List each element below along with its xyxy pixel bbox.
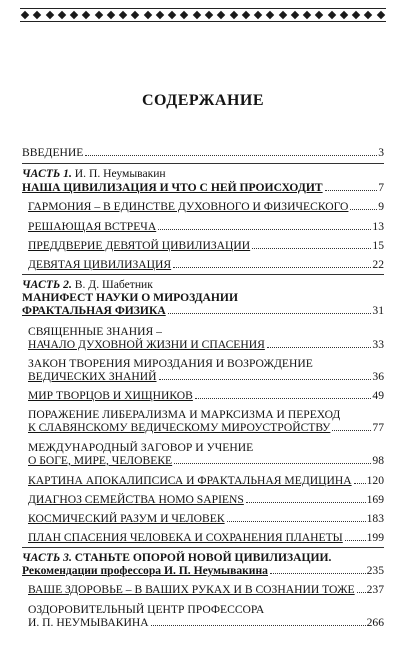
leader-dots [227,521,366,522]
leader-dots [195,398,372,399]
toc-entry[interactable] [28,220,384,233]
toc-page-number: 98 [372,454,384,467]
toc-page-number: 199 [366,531,384,544]
toc-page-number: 120 [366,474,384,487]
toc-page-number: 235 [366,564,384,577]
toc-entry-label: ПРЕДДВЕРИЕ ДЕВЯТОЙ ЦИВИЛИЗАЦИИ [28,239,251,252]
part-header-2 [22,278,384,291]
toc-page-number: 15 [372,239,384,252]
toc-entry-label: РЕШАЮЩАЯ ВСТРЕЧА [28,220,157,233]
toc-entry-line2: О БОГЕ, МИРЕ, ЧЕЛОВЕКЕ [28,454,173,467]
leader-dots [151,625,366,626]
part-label: ЧАСТЬ 1. [22,167,72,180]
section-divider [22,274,384,275]
toc-page-number: 237 [366,583,384,596]
toc-entry-label: ПЛАН СПАСЕНИЯ ЧЕЛОВЕКА И СОХРАНЕНИЯ ПЛАНЕТЫ [28,531,343,544]
toc-page-number: 31 [372,304,384,317]
toc-entry-label: ВАШЕ ЗДОРОВЬЕ – В ВАШИХ РУКАХ И В СОЗНАНИИ ТОЖЕ [28,583,355,596]
toc-entry-line1: ОЗДОРОВИТЕЛЬНЫЙ ЦЕНТР ПРОФЕССОРА [28,603,265,616]
toc-page-number: 9 [378,200,384,213]
leader-dots [354,483,366,484]
leader-dots [173,267,371,268]
toc-page-number: 13 [372,220,384,233]
toc-entry-line2: К СЛАВЯНСКОМУ ВЕДИЧЕСКОМУ МИРОУСТРОЙСТВУ [28,421,331,434]
toc-page-number: 266 [366,616,384,629]
toc-entry[interactable] [28,389,384,402]
page-title: СОДЕРЖАНИЕ [141,92,265,109]
toc-entry-label: МИР ТВОРЦОВ И ХИЩНИКОВ [28,389,193,402]
toc-entry[interactable] [28,357,384,383]
leader-dots [85,155,377,156]
part-label: ЧАСТЬ 2. [22,278,72,291]
toc-entry-intro[interactable] [22,146,384,159]
toc-entry[interactable] [28,239,384,252]
toc-page-number: 7 [378,181,384,194]
toc-entry[interactable] [28,200,384,213]
toc-page-number: 22 [372,258,384,271]
part-heading: НАША ЦИВИЛИЗАЦИЯ И ЧТО С НЕЙ ПРОИСХОДИТ [22,181,323,194]
part-subheading: Рекомендации профессора И. П. Неумывакина [22,564,268,577]
toc-entry-line1: МЕЖДУНАРОДНЫЙ ЗАГОВОР И УЧЕНИЕ [28,441,254,454]
leader-dots [158,229,371,230]
section-divider [22,547,384,548]
part-heading-line2: ФРАКТАЛЬНАЯ ФИЗИКА [22,304,166,317]
toc-entry[interactable] [28,583,384,596]
toc-page-number: 33 [372,338,384,351]
toc-entry-line2: И. П. НЕУМЫВАКИНА [28,616,149,629]
leader-dots [252,248,371,249]
section-divider [22,163,384,164]
toc-entry[interactable] [28,493,384,506]
toc-entry[interactable] [28,531,384,544]
toc-entry-line1: ПОРАЖЕНИЕ ЛИБЕРАЛИЗМА И МАРКСИЗМА И ПЕРЕХОД [28,408,341,421]
toc-page-number: 169 [366,493,384,506]
toc-entry-part2-heading[interactable] [22,291,384,317]
toc-entry-line2: НАЧАЛО ДУХОВНОЙ ЖИЗНИ И СПАСЕНИЯ [28,338,265,351]
leader-dots [325,190,378,191]
toc-entry-part1-heading[interactable] [22,181,384,194]
toc-page-number: 3 [378,146,384,159]
part-author: В. Д. Шабетник [74,278,153,291]
toc-entry[interactable] [28,325,384,351]
toc-entry-line1: СВЯЩЕННЫЕ ЗНАНИЯ – [28,325,162,338]
decorative-border [20,8,386,22]
toc-entry[interactable] [28,408,384,434]
toc-entry[interactable] [28,258,384,271]
toc-entry-line2: ВЕДИЧЕСКИХ ЗНАНИЙ [28,370,157,383]
leader-dots [267,347,372,348]
toc-page-number: 77 [372,421,384,434]
toc-entry[interactable] [28,474,384,487]
part-header-1 [22,167,384,180]
toc-entry-label: ГАРМОНИЯ – В ЕДИНСТВЕ ДУХОВНОГО И ФИЗИЧЕСКОГО [28,200,349,213]
toc-entry-label: ДИАГНОЗ СЕМЕЙСТВА HOMO SAPIENS [28,493,244,506]
leader-dots [270,573,366,574]
toc-page-number: 36 [372,370,384,383]
leader-dots [350,209,377,210]
leader-dots [168,313,372,314]
part-label: ЧАСТЬ 3. [22,551,72,564]
toc-entry-label: КАРТИНА АПОКАЛИПСИСА И ФРАКТАЛЬНАЯ МЕДИЦИНА [28,474,352,487]
toc-entry-label: ВВЕДЕНИЕ [22,146,84,159]
toc-entry-label: КОСМИЧЕСКИЙ РАЗУМ И ЧЕЛОВЕК [28,512,225,525]
toc-entry[interactable] [28,603,384,629]
part-author: И. П. Неумывакин [74,167,166,180]
leader-dots [332,430,371,431]
leader-dots [357,592,366,593]
part-heading: СТАНЬТЕ ОПОРОЙ НОВОЙ ЦИВИЛИЗАЦИИ. [74,551,332,564]
toc-entry-part3-heading[interactable] [22,564,384,577]
toc-entry-line1: ЗАКОН ТВОРЕНИЯ МИРОЗДАНИЯ И ВОЗРОЖДЕНИЕ [28,357,313,370]
toc-entry[interactable] [28,512,384,525]
leader-dots [345,540,366,541]
leader-dots [174,463,371,464]
toc-page-number: 49 [372,389,384,402]
toc-page-number: 183 [366,512,384,525]
leader-dots [246,502,366,503]
part-header-3 [22,551,384,564]
part-heading-line1: МАНИФЕСТ НАУКИ О МИРОЗДАНИИ [22,291,238,304]
toc-entry[interactable] [28,441,384,467]
toc-entry-label: ДЕВЯТАЯ ЦИВИЛИЗАЦИЯ [28,258,172,271]
leader-dots [159,379,372,380]
